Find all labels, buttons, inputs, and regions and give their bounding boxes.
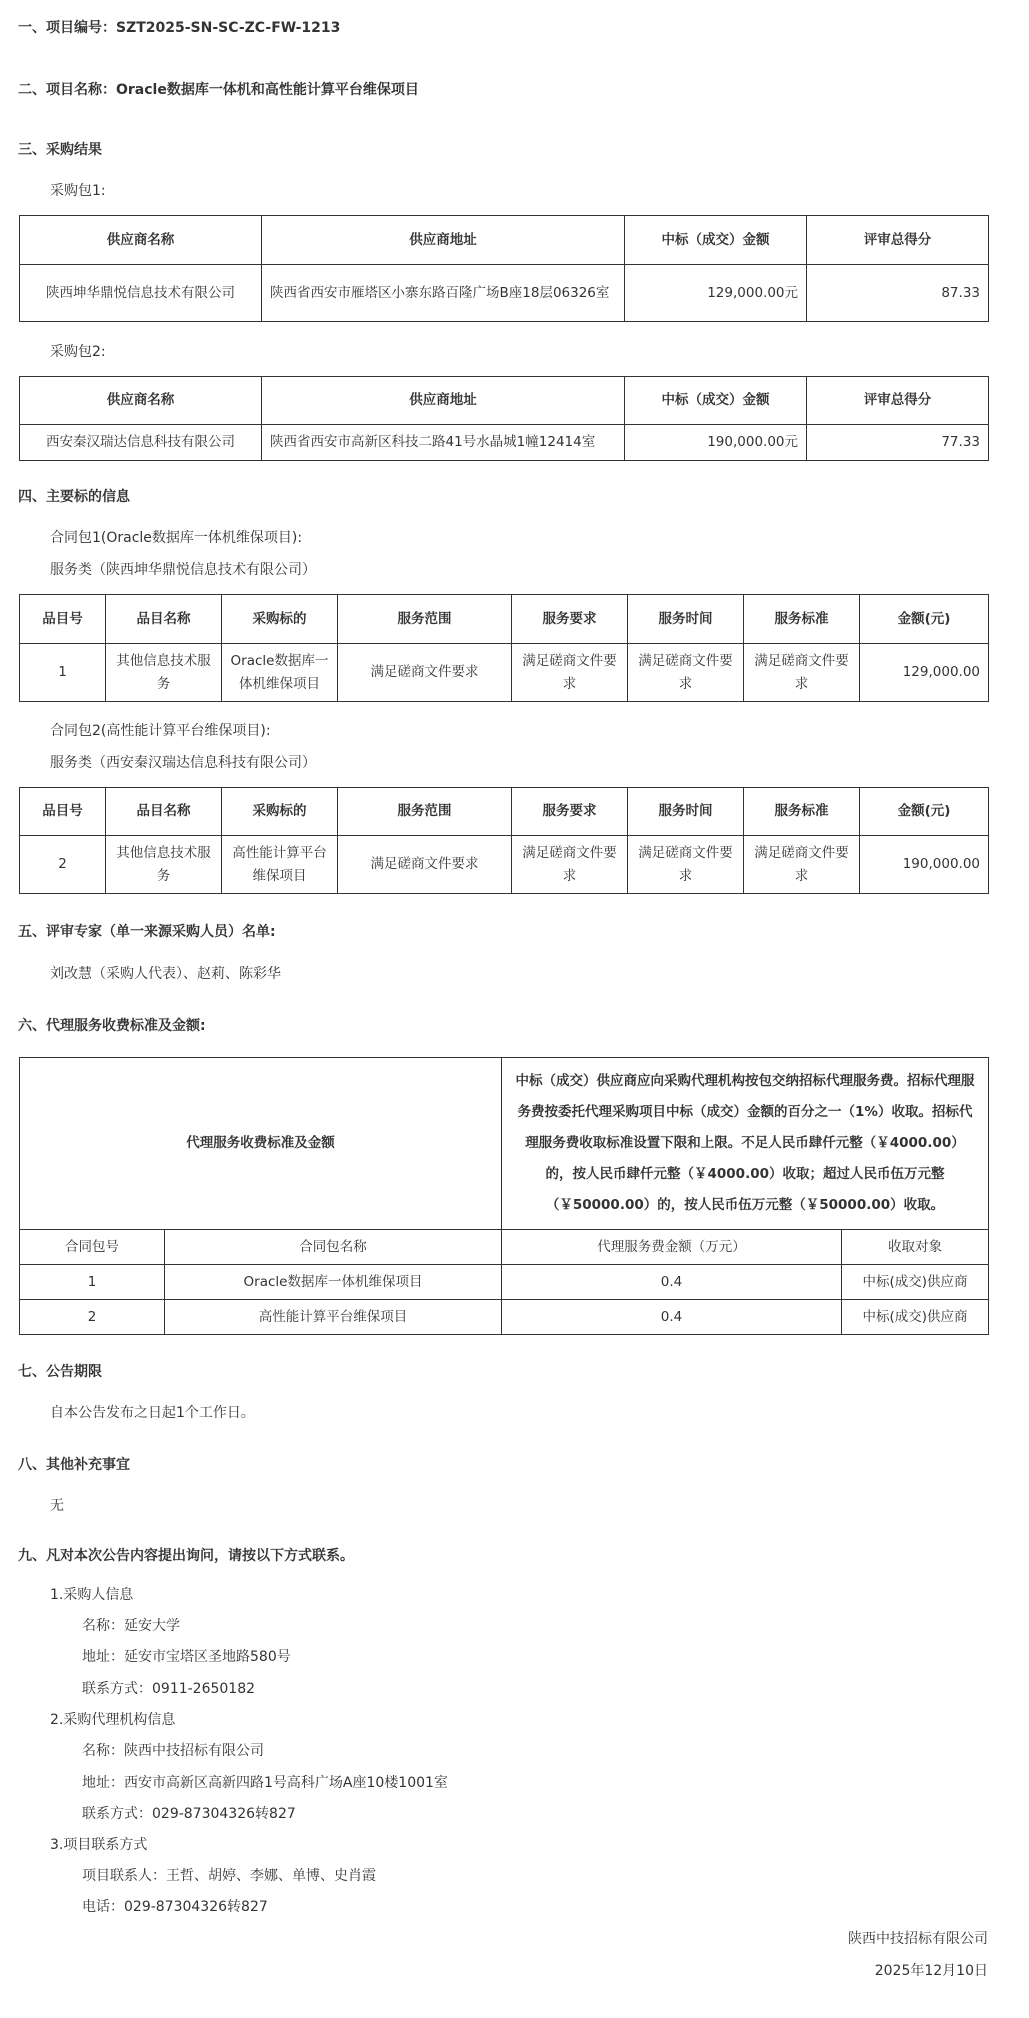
other-matters: 无	[50, 1498, 64, 1514]
col-supplier-addr: 供应商地址	[262, 216, 625, 265]
req: 满足磋商文件要求	[512, 836, 628, 894]
section-8-title: 八、其他补充事宜	[18, 1457, 130, 1473]
section-4-title: 四、主要标的信息	[18, 489, 130, 505]
section-9-title: 九、凡对本次公告内容提出询问，请按以下方式联系。	[18, 1548, 354, 1564]
contract-no: 1	[20, 1265, 165, 1300]
col-time: 服务时间	[628, 788, 744, 836]
item-name: 其他信息技术服务	[106, 644, 222, 702]
col-fee: 代理服务费金额（万元）	[502, 1230, 842, 1265]
contract1-title: 合同包1(Oracle数据库一体机维保项目):	[50, 530, 303, 546]
col-time: 服务时间	[628, 595, 744, 644]
purchaser-name: 名称：延安大学	[82, 1618, 180, 1634]
amount: 190,000.00	[860, 836, 989, 894]
pkg2-label: 采购包2:	[50, 344, 106, 360]
expert-names: 刘改慧（采购人代表）、赵莉、陈彩华	[50, 966, 281, 982]
col-item-no: 品目号	[20, 788, 106, 836]
contract2-sub: 服务类（西安秦汉瑞达信息科技有限公司）	[50, 755, 316, 771]
contract2-title: 合同包2(高性能计算平台维保项目):	[50, 723, 271, 739]
time: 满足磋商文件要求	[628, 644, 744, 702]
purchaser-phone: 联系方式：0911-2650182	[82, 1681, 256, 1697]
fee-description: 中标（成交）供应商应向采购代理机构按包交纳招标代理服务费。招标代理服务费按委托代理采购项目中标（成交）金额的百分之一（1%）收取。招标代理服务费收取标准设置下限和上限。不足人民币肆仟元整（￥4000.00）的，按人民币肆仟元整（￥4000.00）收取；超过人民币伍万元整（￥50000.00）的，按人民币伍万元整（￥50000.00）收取。	[502, 1058, 989, 1230]
target: Oracle数据库一体机维保项目	[222, 644, 338, 702]
scope: 满足磋商文件要求	[338, 644, 512, 702]
fee: 0.4	[502, 1300, 842, 1335]
contract1-table	[19, 594, 989, 702]
item-no: 2	[20, 836, 106, 894]
project-name: 二、项目名称：Oracle数据库一体机和高性能计算平台维保项目	[18, 82, 419, 98]
col-scope: 服务范围	[338, 595, 512, 644]
footer-org: 陕西中技招标有限公司	[848, 1931, 988, 1947]
contract-name: Oracle数据库一体机维保项目	[165, 1265, 502, 1300]
agency-heading: 2.采购代理机构信息	[50, 1712, 176, 1728]
purchaser-address: 地址：延安市宝塔区圣地路580号	[82, 1649, 291, 1665]
amount: 129,000.00元	[625, 265, 807, 322]
col-score: 评审总得分	[807, 216, 989, 265]
col-supplier-name: 供应商名称	[20, 216, 262, 265]
col-amount: 金额(元)	[860, 788, 989, 836]
score: 77.33	[807, 425, 989, 461]
fee-label: 代理服务收费标准及金额	[20, 1058, 502, 1230]
col-scope: 服务范围	[338, 788, 512, 836]
col-amount: 中标（成交）金额	[625, 216, 807, 265]
notice-period: 自本公告发布之日起1个工作日。	[50, 1405, 255, 1421]
col-contract-no: 合同包号	[20, 1230, 165, 1265]
fee-table	[19, 1057, 989, 1335]
project-phone: 电话：029-87304326转827	[82, 1899, 268, 1915]
supplier-addr: 陕西省西安市雁塔区小寨东路百隆广场B座18层06326室	[262, 265, 625, 322]
col-item-name: 品目名称	[106, 595, 222, 644]
col-target: 采购标的	[222, 788, 338, 836]
col-amount: 中标（成交）金额	[625, 377, 807, 425]
fee: 0.4	[502, 1265, 842, 1300]
agency-name: 名称：陕西中技招标有限公司	[82, 1743, 264, 1759]
pkg1-label: 采购包1:	[50, 183, 106, 199]
col-std: 服务标准	[744, 788, 860, 836]
section-6-title: 六、代理服务收费标准及金额:	[18, 1018, 206, 1034]
target: 高性能计算平台维保项目	[222, 836, 338, 894]
project-number: 一、项目编号：SZT2025-SN-SC-ZC-FW-1213	[18, 20, 341, 36]
col-req: 服务要求	[512, 595, 628, 644]
col-item-name: 品目名称	[106, 788, 222, 836]
time: 满足磋商文件要求	[628, 836, 744, 894]
purchaser-heading: 1.采购人信息	[50, 1587, 134, 1603]
item-name: 其他信息技术服务	[106, 836, 222, 894]
contract2-table	[19, 787, 989, 894]
footer-date: 2025年12月10日	[874, 1963, 988, 1979]
project-contacts: 项目联系人：王哲、胡婷、李娜、单博、史肖霞	[82, 1868, 376, 1884]
item-no: 1	[20, 644, 106, 702]
col-req: 服务要求	[512, 788, 628, 836]
agency-phone: 联系方式：029-87304326转827	[82, 1806, 296, 1822]
contract-no: 2	[20, 1300, 165, 1335]
contract1-sub: 服务类（陕西坤华鼎悦信息技术有限公司）	[50, 562, 316, 578]
amount: 190,000.00元	[625, 425, 807, 461]
section-7-title: 七、公告期限	[18, 1364, 102, 1380]
contract-name: 高性能计算平台维保项目	[165, 1300, 502, 1335]
col-item-no: 品目号	[20, 595, 106, 644]
col-contract-name: 合同包名称	[165, 1230, 502, 1265]
col-supplier-name: 供应商名称	[20, 377, 262, 425]
supplier-name: 西安秦汉瑞达信息科技有限公司	[20, 425, 262, 461]
col-target: 采购标的	[222, 595, 338, 644]
amount: 129,000.00	[860, 644, 989, 702]
section-3-title: 三、采购结果	[18, 142, 102, 158]
col-std: 服务标准	[744, 595, 860, 644]
col-score: 评审总得分	[807, 377, 989, 425]
scope: 满足磋商文件要求	[338, 836, 512, 894]
col-supplier-addr: 供应商地址	[262, 377, 625, 425]
agency-address: 地址：西安市高新区高新四路1号高科广场A座10楼1001室	[82, 1775, 448, 1791]
section-5-title: 五、评审专家（单一来源采购人员）名单:	[18, 924, 276, 940]
pkg2-table	[19, 376, 989, 461]
pkg1-table	[19, 215, 989, 322]
supplier-addr: 陕西省西安市高新区科技二路41号水晶城1幢12414室	[262, 425, 625, 461]
score: 87.33	[807, 265, 989, 322]
fee-target: 中标(成交)供应商	[842, 1265, 989, 1300]
supplier-name: 陕西坤华鼎悦信息技术有限公司	[20, 265, 262, 322]
std: 满足磋商文件要求	[744, 836, 860, 894]
req: 满足磋商文件要求	[512, 644, 628, 702]
project-contact-heading: 3.项目联系方式	[50, 1837, 148, 1853]
col-fee-target: 收取对象	[842, 1230, 989, 1265]
col-amount: 金额(元)	[860, 595, 989, 644]
std: 满足磋商文件要求	[744, 644, 860, 702]
fee-target: 中标(成交)供应商	[842, 1300, 989, 1335]
